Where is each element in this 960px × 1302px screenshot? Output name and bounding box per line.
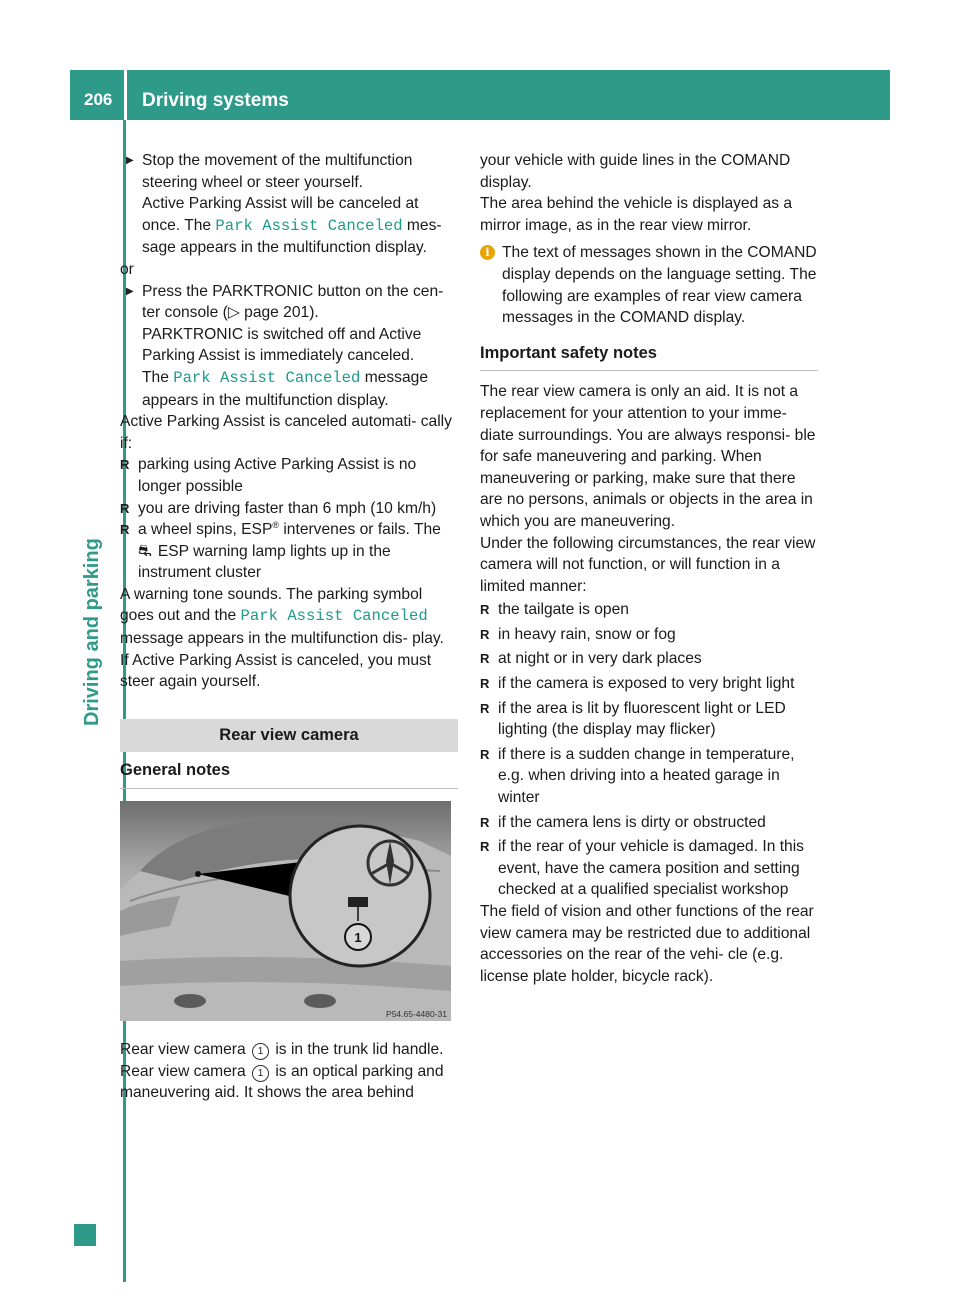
registered-mark: ® — [272, 519, 279, 530]
guide-lines-para: your vehicle with guide lines in the COMAND display. — [480, 152, 791, 191]
page-number: 206 — [84, 90, 113, 109]
step-press-parktronic — [120, 281, 458, 412]
warn-text-b: message appears in the multifunction dis- play. — [120, 630, 444, 648]
list-item: R if the area is lit by fluorescent light or LED lighting (the display may flicker) — [480, 698, 818, 741]
park-assist-canceled-message: Park Assist Canceled — [240, 607, 428, 626]
general-notes-heading: General notes — [120, 760, 458, 789]
left-column — [120, 150, 458, 1104]
callout-1-icon: 1 — [252, 1043, 269, 1060]
list-item: R if the camera lens is dirty or obstructed — [480, 812, 818, 834]
side-label — [82, 426, 112, 726]
list-item: R if the rear of your vehicle is damaged. In this event, have the camera position and setting checked at a qualified specialist workshop — [480, 836, 818, 901]
list-item: R the tailgate is open — [480, 599, 818, 621]
list-item: R you are driving faster than 6 mph (10 km/h) — [120, 498, 458, 520]
page-reference-link[interactable]: page 201). — [244, 304, 319, 322]
important-safety-notes-heading: Important safety notes — [480, 343, 818, 372]
cam1-text-a: Rear view camera — [120, 1041, 246, 1059]
callout-number: 1 — [354, 930, 362, 946]
safety-para: The rear view camera is only an aid. It is not a replacement for your attention to your imme- diate surroundings. You are always responsi- ble for safe maneuvering and parking. When maneuvering or parking, make sure that there are no persons, animals or objects in the area in which you are maneuvering. — [480, 383, 816, 530]
rear-view-camera-heading: Rear view camera — [120, 719, 458, 753]
camera-purpose-para — [120, 1061, 458, 1104]
side-marker — [74, 1224, 96, 1246]
info-icon: i — [480, 245, 495, 260]
side-label-text: Driving and parking — [81, 538, 103, 726]
park-assist-canceled-message: Park Assist Canceled — [215, 216, 403, 235]
or-label: or — [120, 260, 134, 278]
list-item — [120, 519, 458, 584]
bullet3-text-a: a wheel spins, ESP — [138, 521, 273, 539]
list-item: R at night or in very dark places — [480, 648, 818, 670]
warning-tone-para — [120, 584, 458, 650]
steer-again-para: If Active Parking Assist is canceled, you must steer again yourself. — [120, 651, 432, 691]
step1-text-b: Active Parking Assist will be canceled at once. The — [142, 195, 419, 234]
page-ref-icon: ▷ — [227, 304, 240, 322]
cam2-text-b: is an optical parking and maneuvering aid. It shows the area behind — [120, 1062, 444, 1102]
camera-location-para — [120, 1039, 458, 1061]
mirror-image-para: The area behind the vehicle is displayed as a mirror image, as in the rear view mirror. — [480, 195, 793, 234]
circumstances-intro: Under the following circumstances, the rear view camera will not function, or will function in a limited manner: — [480, 534, 816, 595]
cam2-text-a: Rear view camera — [120, 1062, 246, 1080]
info-note — [480, 242, 818, 328]
step2-text-d: message appears in the multifunction display. — [142, 368, 428, 409]
bullet3-text-b: intervenes or fails. The — [283, 521, 441, 539]
callout-1-icon: 1 — [252, 1065, 269, 1082]
step1-text-a: Stop the movement of the multifunction steering wheel or steer yourself. — [142, 152, 413, 191]
list-item: R if the camera is exposed to very bright light — [480, 673, 818, 695]
header-divider — [124, 70, 127, 122]
step1-text-c: mes- sage appears in the multifunction display. — [142, 216, 442, 257]
list-item: R in heavy rain, snow or fog — [480, 624, 818, 646]
step-stop-movement — [120, 150, 458, 259]
auto-cancel-intro: Active Parking Assist is canceled automati- cally if: — [120, 413, 452, 452]
list-item: R if there is a sudden change in temperature, e.g. when driving into a heated garage in winter — [480, 744, 818, 809]
right-column — [480, 150, 818, 987]
bullet3-text-c: ESP warning lamp lights up in the instrument cluster — [138, 542, 391, 582]
step2-text-c: The — [142, 368, 169, 386]
warn-text-a: A warning tone sounds. The parking symbol goes out and the — [120, 585, 423, 625]
rear-camera-figure — [120, 801, 451, 1021]
park-assist-canceled-message: Park Assist Canceled — [173, 368, 361, 387]
car-rear-illustration — [120, 801, 451, 1021]
field-of-vision-para: The field of vision and other functions of the rear view camera may be restricted due to additional accessories on the rear of the vehi- cle (e.g. license plate holder, bicycle rack). — [480, 903, 814, 985]
step2-text-a: Press the PARKTRONIC button on the cen- ter console ( — [142, 282, 444, 322]
figure-label: P54.65-4480-31 — [386, 1009, 447, 1020]
section-title: Driving systems — [142, 90, 289, 111]
esp-warning-icon: ⛐ — [138, 542, 152, 560]
list-item: R parking using Active Parking Assist is no longer possible — [120, 454, 458, 497]
cam1-text-b: is in the trunk lid handle. — [275, 1041, 444, 1059]
info-text: The text of messages shown in the COMAND display depends on the language setting. The following are examples of rear view camera messages in the COMAND display. — [502, 244, 817, 327]
step2-text-b: PARKTRONIC is switched off and Active Parking Assist is immediately canceled. — [142, 325, 422, 365]
